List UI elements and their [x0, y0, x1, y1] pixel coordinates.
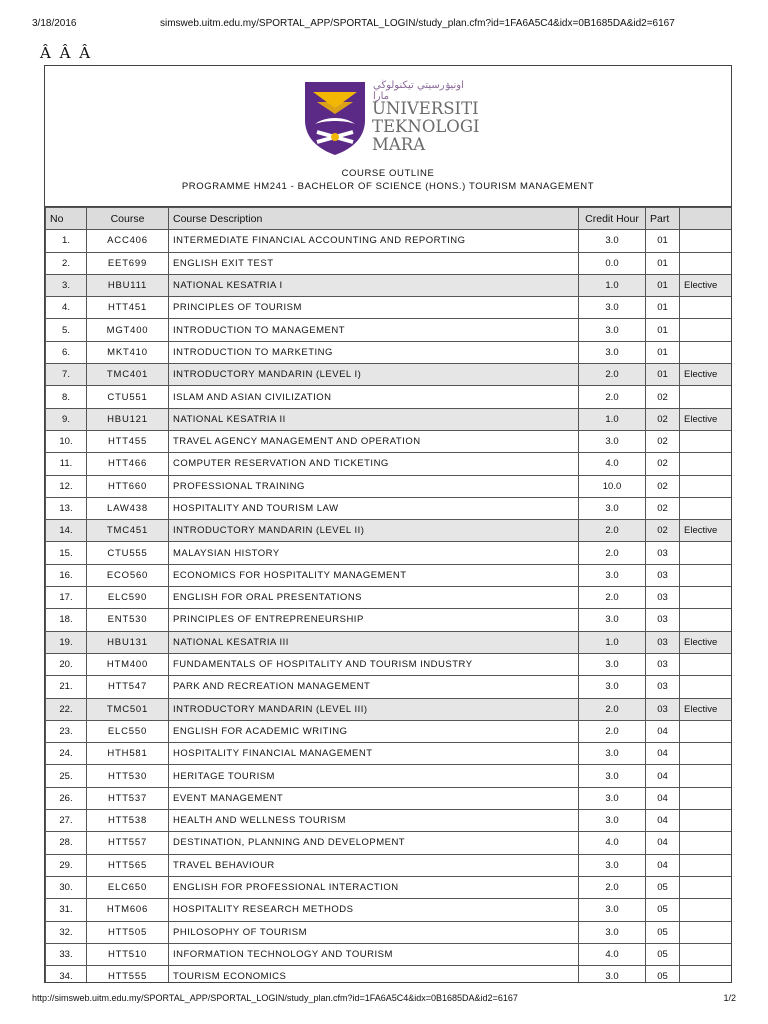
cell-note: [680, 386, 733, 408]
cell-course-code: HBU121: [87, 408, 169, 430]
cell-note: [680, 341, 733, 363]
cell-note: [680, 876, 733, 898]
table-row: [46, 386, 733, 408]
cell-description: MALAYSIAN HISTORY: [169, 542, 579, 564]
cell-credit-hour: 3.0: [579, 230, 646, 252]
cell-part: 04: [646, 787, 680, 809]
cell-part: 02: [646, 430, 680, 452]
uitm-logo: [303, 80, 478, 160]
course-outline-sheet: [44, 65, 732, 983]
cell-note: [680, 453, 733, 475]
logo-line-1: UNIVERSITI: [372, 99, 479, 118]
cell-description: TRAVEL AGENCY MANAGEMENT AND OPERATION: [169, 430, 579, 452]
course-table: [45, 207, 732, 983]
table-row: [46, 743, 733, 765]
cell-part: 02: [646, 408, 680, 430]
cell-course-code: MKT410: [87, 341, 169, 363]
header-description: Course Description: [169, 208, 579, 230]
cell-part: 02: [646, 475, 680, 497]
cell-description: ENGLISH FOR ACADEMIC WRITING: [169, 720, 579, 742]
cell-note: Elective: [680, 520, 733, 542]
cell-credit-hour: 3.0: [579, 653, 646, 675]
cell-description: COMPUTER RESERVATION AND TICKETING: [169, 453, 579, 475]
cell-course-code: HTT505: [87, 921, 169, 943]
table-row: [46, 609, 733, 631]
cell-part: 03: [646, 542, 680, 564]
logo-jawi-text: اونيۏرسيتي تيكنولوڬي مارا: [373, 80, 464, 102]
cell-part: 05: [646, 899, 680, 921]
table-row: [46, 297, 733, 319]
table-row: [46, 364, 733, 386]
table-row: [46, 631, 733, 653]
cell-credit-hour: 1.0: [579, 631, 646, 653]
cell-course-code: ELC650: [87, 876, 169, 898]
cell-description: DESTINATION, PLANNING AND DEVELOPMENT: [169, 832, 579, 854]
cell-note: [680, 832, 733, 854]
cell-note: [680, 921, 733, 943]
cell-no: 5.: [46, 319, 87, 341]
cell-description: PRINCIPLES OF ENTREPRENEURSHIP: [169, 609, 579, 631]
cell-part: 02: [646, 453, 680, 475]
cell-no: 26.: [46, 787, 87, 809]
cell-no: 32.: [46, 921, 87, 943]
cell-part: 03: [646, 564, 680, 586]
cell-credit-hour: 1.0: [579, 408, 646, 430]
cell-part: 03: [646, 609, 680, 631]
cell-credit-hour: 2.0: [579, 587, 646, 609]
cell-part: 05: [646, 876, 680, 898]
cell-no: 6.: [46, 341, 87, 363]
cell-part: 01: [646, 230, 680, 252]
cell-description: INTRODUCTORY MANDARIN (LEVEL II): [169, 520, 579, 542]
cell-course-code: LAW438: [87, 497, 169, 519]
cell-course-code: HTH581: [87, 743, 169, 765]
cell-part: 03: [646, 587, 680, 609]
cell-credit-hour: 3.0: [579, 319, 646, 341]
cell-credit-hour: 3.0: [579, 765, 646, 787]
cell-note: [680, 609, 733, 631]
cell-no: 17.: [46, 587, 87, 609]
table-row: [46, 676, 733, 698]
cell-note: [680, 810, 733, 832]
cell-description: HERITAGE TOURISM: [169, 765, 579, 787]
cell-no: 33.: [46, 943, 87, 965]
cell-note: Elective: [680, 408, 733, 430]
stray-glyphs: Â Â Â: [40, 44, 93, 62]
cell-no: 19.: [46, 631, 87, 653]
header-credit-hour: Credit Hour: [579, 208, 646, 230]
header-note: [680, 208, 733, 230]
cell-description: ENGLISH FOR ORAL PRESENTATIONS: [169, 587, 579, 609]
cell-part: 05: [646, 943, 680, 965]
cell-note: [680, 899, 733, 921]
table-row: [46, 921, 733, 943]
cell-note: [680, 587, 733, 609]
cell-description: ENGLISH FOR PROFESSIONAL INTERACTION: [169, 876, 579, 898]
page-indicator: 1/2: [723, 993, 736, 1003]
cell-no: 7.: [46, 364, 87, 386]
cell-course-code: HTM400: [87, 653, 169, 675]
cell-course-code: ACC406: [87, 230, 169, 252]
table-row: [46, 810, 733, 832]
cell-no: 28.: [46, 832, 87, 854]
cell-description: HOSPITALITY RESEARCH METHODS: [169, 899, 579, 921]
cell-no: 14.: [46, 520, 87, 542]
table-row: [46, 564, 733, 586]
cell-note: [680, 943, 733, 965]
cell-no: 13.: [46, 497, 87, 519]
table-row: [46, 542, 733, 564]
cell-credit-hour: 3.0: [579, 430, 646, 452]
print-header-url: simsweb.uitm.edu.my/SPORTAL_APP/SPORTAL_LOGIN/study_plan.cfm?id=1FA6A5C4&idx=0B1685DA&id2=6167: [160, 18, 675, 29]
cell-part: 01: [646, 274, 680, 296]
cell-credit-hour: 3.0: [579, 564, 646, 586]
cell-description: PHILOSOPHY OF TOURISM: [169, 921, 579, 943]
cell-description: HOSPITALITY AND TOURISM LAW: [169, 497, 579, 519]
cell-course-code: HTT510: [87, 943, 169, 965]
cell-no: 10.: [46, 430, 87, 452]
banner: [45, 66, 731, 207]
cell-credit-hour: 4.0: [579, 453, 646, 475]
table-row: [46, 319, 733, 341]
cell-part: 04: [646, 854, 680, 876]
cell-part: 02: [646, 497, 680, 519]
cell-no: 2.: [46, 252, 87, 274]
cell-course-code: HTT547: [87, 676, 169, 698]
cell-credit-hour: 0.0: [579, 252, 646, 274]
cell-course-code: HBU111: [87, 274, 169, 296]
cell-credit-hour: 2.0: [579, 698, 646, 720]
cell-no: 31.: [46, 899, 87, 921]
table-row: [46, 408, 733, 430]
cell-part: 03: [646, 653, 680, 675]
cell-description: INFORMATION TECHNOLOGY AND TOURISM: [169, 943, 579, 965]
table-row: [46, 899, 733, 921]
cell-no: 23.: [46, 720, 87, 742]
cell-credit-hour: 3.0: [579, 921, 646, 943]
table-row: [46, 876, 733, 898]
cell-note: [680, 653, 733, 675]
cell-note: [680, 252, 733, 274]
print-footer-url: http://simsweb.uitm.edu.my/SPORTAL_APP/SPORTAL_LOGIN/study_plan.cfm?id=1FA6A5C4&idx=0B1685DA&id2=6167: [32, 993, 518, 1003]
cell-description: ECONOMICS FOR HOSPITALITY MANAGEMENT: [169, 564, 579, 586]
cell-no: 1.: [46, 230, 87, 252]
table-row: [46, 854, 733, 876]
cell-no: 4.: [46, 297, 87, 319]
cell-course-code: CTU551: [87, 386, 169, 408]
cell-description: NATIONAL KESATRIA I: [169, 274, 579, 296]
cell-description: HEALTH AND WELLNESS TOURISM: [169, 810, 579, 832]
outline-title: COURSE OUTLINE: [341, 168, 435, 179]
cell-course-code: CTU555: [87, 542, 169, 564]
cell-no: 16.: [46, 564, 87, 586]
cell-credit-hour: 3.0: [579, 743, 646, 765]
cell-no: 11.: [46, 453, 87, 475]
cell-part: 04: [646, 810, 680, 832]
cell-note: [680, 542, 733, 564]
cell-no: 24.: [46, 743, 87, 765]
cell-no: 12.: [46, 475, 87, 497]
table-row: [46, 832, 733, 854]
cell-credit-hour: 3.0: [579, 609, 646, 631]
cell-credit-hour: 3.0: [579, 341, 646, 363]
cell-description: TOURISM ECONOMICS: [169, 966, 579, 983]
cell-description: NATIONAL KESATRIA II: [169, 408, 579, 430]
cell-note: [680, 564, 733, 586]
cell-credit-hour: 3.0: [579, 966, 646, 983]
cell-course-code: HTT538: [87, 810, 169, 832]
cell-credit-hour: 2.0: [579, 520, 646, 542]
cell-no: 18.: [46, 609, 87, 631]
cell-course-code: HTT466: [87, 453, 169, 475]
logo-line-2: TEKNOLOGI: [372, 117, 480, 136]
cell-part: 04: [646, 832, 680, 854]
uitm-crest-icon: [303, 80, 367, 156]
table-header-row: [46, 208, 733, 230]
cell-description: TRAVEL BEHAVIOUR: [169, 854, 579, 876]
cell-description: EVENT MANAGEMENT: [169, 787, 579, 809]
cell-part: 03: [646, 698, 680, 720]
logo-wordmark: [372, 100, 480, 154]
cell-note: [680, 230, 733, 252]
cell-description: NATIONAL KESATRIA III: [169, 631, 579, 653]
table-row: [46, 698, 733, 720]
cell-description: ISLAM AND ASIAN CIVILIZATION: [169, 386, 579, 408]
cell-course-code: HTT557: [87, 832, 169, 854]
cell-course-code: HTT555: [87, 966, 169, 983]
cell-course-code: EET699: [87, 252, 169, 274]
table-row: [46, 430, 733, 452]
logo-line-3: MARA: [372, 135, 426, 154]
table-row: [46, 520, 733, 542]
table-row: [46, 787, 733, 809]
cell-credit-hour: 4.0: [579, 832, 646, 854]
table-row: [46, 653, 733, 675]
cell-part: 04: [646, 765, 680, 787]
cell-part: 04: [646, 743, 680, 765]
cell-course-code: ECO560: [87, 564, 169, 586]
table-row: [46, 230, 733, 252]
cell-course-code: HTT455: [87, 430, 169, 452]
header-course: Course: [87, 208, 169, 230]
cell-note: [680, 966, 733, 983]
cell-credit-hour: 3.0: [579, 810, 646, 832]
cell-description: INTRODUCTION TO MANAGEMENT: [169, 319, 579, 341]
cell-course-code: MGT400: [87, 319, 169, 341]
cell-note: [680, 430, 733, 452]
cell-no: 21.: [46, 676, 87, 698]
cell-credit-hour: 3.0: [579, 676, 646, 698]
cell-credit-hour: 3.0: [579, 899, 646, 921]
cell-credit-hour: 2.0: [579, 720, 646, 742]
cell-credit-hour: 2.0: [579, 364, 646, 386]
table-row: [46, 720, 733, 742]
table-row: [46, 274, 733, 296]
cell-no: 3.: [46, 274, 87, 296]
cell-description: ENGLISH EXIT TEST: [169, 252, 579, 274]
table-row: [46, 587, 733, 609]
cell-credit-hour: 10.0: [579, 475, 646, 497]
cell-no: 8.: [46, 386, 87, 408]
cell-credit-hour: 3.0: [579, 497, 646, 519]
cell-part: 01: [646, 341, 680, 363]
cell-part: 01: [646, 319, 680, 341]
cell-course-code: HBU131: [87, 631, 169, 653]
cell-note: Elective: [680, 364, 733, 386]
cell-no: 34.: [46, 966, 87, 983]
cell-note: [680, 787, 733, 809]
cell-course-code: HTT530: [87, 765, 169, 787]
cell-credit-hour: 3.0: [579, 787, 646, 809]
course-rows: [46, 230, 733, 983]
programme-title: PROGRAMME HM241 - BACHELOR OF SCIENCE (HONS.) TOURISM MANAGEMENT: [181, 181, 595, 192]
cell-credit-hour: 2.0: [579, 542, 646, 564]
cell-no: 29.: [46, 854, 87, 876]
cell-note: [680, 297, 733, 319]
cell-description: INTRODUCTORY MANDARIN (LEVEL III): [169, 698, 579, 720]
table-row: [46, 475, 733, 497]
cell-no: 22.: [46, 698, 87, 720]
print-date: 3/18/2016: [32, 18, 77, 29]
cell-credit-hour: 3.0: [579, 854, 646, 876]
cell-part: 01: [646, 364, 680, 386]
cell-no: 27.: [46, 810, 87, 832]
cell-part: 01: [646, 297, 680, 319]
cell-course-code: HTT660: [87, 475, 169, 497]
cell-part: 01: [646, 252, 680, 274]
cell-part: 03: [646, 631, 680, 653]
cell-course-code: ELC590: [87, 587, 169, 609]
table-row: [46, 252, 733, 274]
cell-course-code: TMC451: [87, 520, 169, 542]
cell-description: PRINCIPLES OF TOURISM: [169, 297, 579, 319]
cell-course-code: TMC401: [87, 364, 169, 386]
cell-description: INTRODUCTORY MANDARIN (LEVEL I): [169, 364, 579, 386]
cell-part: 02: [646, 386, 680, 408]
cell-note: Elective: [680, 698, 733, 720]
cell-description: HOSPITALITY FINANCIAL MANAGEMENT: [169, 743, 579, 765]
cell-part: 04: [646, 720, 680, 742]
cell-no: 9.: [46, 408, 87, 430]
cell-part: 05: [646, 921, 680, 943]
cell-note: [680, 743, 733, 765]
cell-no: 20.: [46, 653, 87, 675]
cell-course-code: HTT537: [87, 787, 169, 809]
cell-note: Elective: [680, 631, 733, 653]
cell-note: [680, 319, 733, 341]
cell-course-code: ELC550: [87, 720, 169, 742]
cell-no: 15.: [46, 542, 87, 564]
cell-credit-hour: 2.0: [579, 386, 646, 408]
table-row: [46, 497, 733, 519]
table-row: [46, 453, 733, 475]
table-row: [46, 966, 733, 983]
cell-note: [680, 475, 733, 497]
cell-no: 30.: [46, 876, 87, 898]
cell-note: [680, 765, 733, 787]
cell-course-code: HTM606: [87, 899, 169, 921]
cell-description: INTERMEDIATE FINANCIAL ACCOUNTING AND REPORTING: [169, 230, 579, 252]
table-row: [46, 943, 733, 965]
table-row: [46, 341, 733, 363]
cell-course-code: TMC501: [87, 698, 169, 720]
cell-part: 02: [646, 520, 680, 542]
cell-course-code: HTT451: [87, 297, 169, 319]
cell-course-code: HTT565: [87, 854, 169, 876]
cell-part: 03: [646, 676, 680, 698]
table-row: [46, 765, 733, 787]
cell-description: PROFESSIONAL TRAINING: [169, 475, 579, 497]
cell-course-code: ENT530: [87, 609, 169, 631]
cell-description: INTRODUCTION TO MARKETING: [169, 341, 579, 363]
cell-note: [680, 720, 733, 742]
cell-credit-hour: 3.0: [579, 297, 646, 319]
header-part: Part: [646, 208, 680, 230]
cell-note: [680, 497, 733, 519]
cell-part: 05: [646, 966, 680, 983]
cell-description: FUNDAMENTALS OF HOSPITALITY AND TOURISM INDUSTRY: [169, 653, 579, 675]
cell-no: 25.: [46, 765, 87, 787]
cell-credit-hour: 1.0: [579, 274, 646, 296]
cell-credit-hour: 4.0: [579, 943, 646, 965]
cell-description: PARK AND RECREATION MANAGEMENT: [169, 676, 579, 698]
cell-note: [680, 676, 733, 698]
cell-credit-hour: 2.0: [579, 876, 646, 898]
cell-note: Elective: [680, 274, 733, 296]
cell-note: [680, 854, 733, 876]
header-no: No: [46, 208, 87, 230]
